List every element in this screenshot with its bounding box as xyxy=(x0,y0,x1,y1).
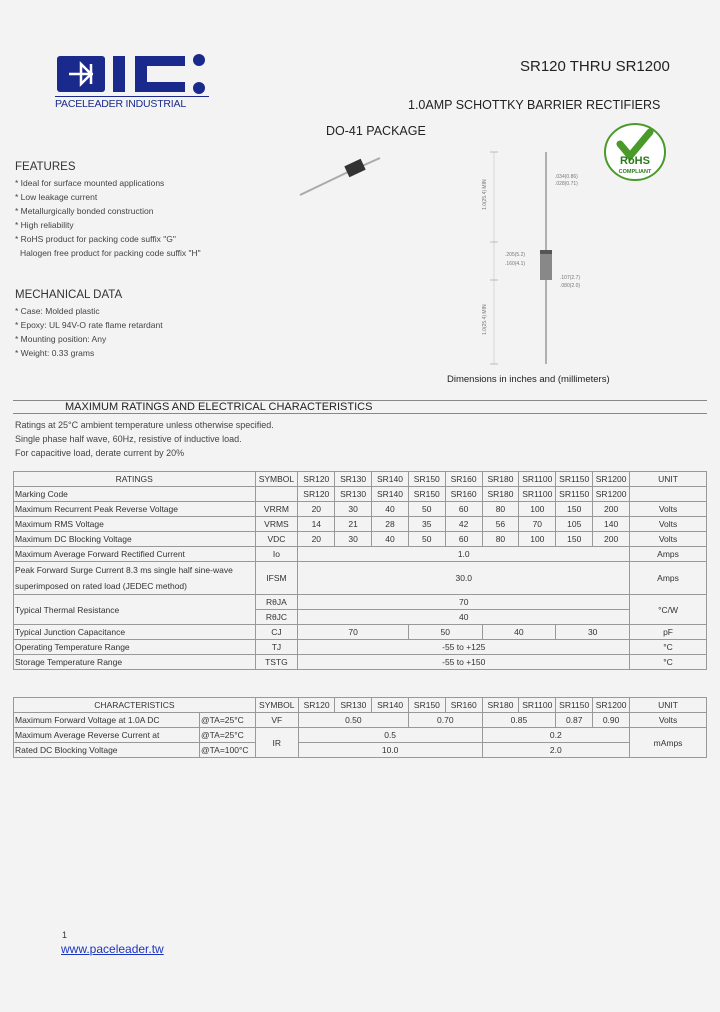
rohs-badge-icon xyxy=(602,122,668,182)
marking-code: SR1100 xyxy=(519,487,556,502)
value-cell: 56 xyxy=(482,517,519,532)
condition-cell: @TA=100°C xyxy=(199,743,255,758)
model-header: SR180 xyxy=(482,698,519,713)
unit-header: UNIT xyxy=(630,472,707,487)
model-header: SR1100 xyxy=(519,472,556,487)
value-cell: 200 xyxy=(593,532,630,547)
table-row xyxy=(14,728,707,743)
note-line: Ratings at 25°C ambient temperature unless otherwise specified. xyxy=(15,420,274,430)
marking-code: SR130 xyxy=(335,487,372,502)
symbol-cell: RθJC xyxy=(255,610,298,625)
value-cell: 28 xyxy=(372,517,409,532)
value-cell: 70 xyxy=(298,595,630,610)
dim-dia-max: .107(2.7) xyxy=(560,275,581,281)
mechanical-list xyxy=(15,304,163,360)
model-header: SR120 xyxy=(298,698,335,713)
row-label: Maximum Recurrent Peak Reverse Voltage xyxy=(14,502,256,517)
unit-header: UNIT xyxy=(630,698,707,713)
model-header: SR150 xyxy=(408,472,445,487)
symbol-cell: CJ xyxy=(255,625,298,640)
row-label: Rated DC Blocking Voltage xyxy=(14,743,200,758)
feature-item: * RoHS product for packing code suffix "G" xyxy=(15,234,176,244)
marking-code: SR160 xyxy=(445,487,482,502)
value-cell: 50 xyxy=(408,625,482,640)
mechanical-item: * Mounting position: Any xyxy=(15,334,107,344)
condition-cell: @TA=25°C xyxy=(199,713,255,728)
value-cell: 70 xyxy=(298,625,408,640)
dim-body-min: .160(4.1) xyxy=(505,261,526,267)
ratings-notes xyxy=(15,418,274,460)
table-row xyxy=(14,713,707,728)
condition-cell: @TA=25°C xyxy=(199,728,255,743)
symbol-cell: TSTG xyxy=(255,655,298,670)
dim-lead-min: .028(0.71) xyxy=(555,181,578,187)
marking-code: SR140 xyxy=(372,487,409,502)
value-cell: 200 xyxy=(593,502,630,517)
dimensions-caption: Dimensions in inches and (millimeters) xyxy=(447,374,610,385)
unit-cell: Amps xyxy=(630,547,707,562)
model-header: SR180 xyxy=(482,472,519,487)
row-label: Maximum Average Forward Rectified Current xyxy=(14,547,256,562)
note-line: For capacitive load, derate current by 20% xyxy=(15,448,185,458)
row-label: Maximum RMS Voltage xyxy=(14,517,256,532)
symbol-cell: IR xyxy=(255,728,298,758)
dim-body-max: .205(5.2) xyxy=(505,252,526,258)
model-header: SR1150 xyxy=(556,472,593,487)
value-cell: 0.50 xyxy=(298,713,408,728)
mechanical-item: * Weight: 0.33 grams xyxy=(15,348,95,358)
value-cell: 80 xyxy=(482,532,519,547)
row-label xyxy=(14,562,256,595)
mechanical-item: * Case: Molded plastic xyxy=(15,306,100,316)
value-cell: 150 xyxy=(556,502,593,517)
marking-code: SR180 xyxy=(482,487,519,502)
symbol-cell: IFSM xyxy=(255,562,298,595)
package-label: DO-41 PACKAGE xyxy=(326,124,426,138)
row-label-line: superimposed on rated load (JEDEC method) xyxy=(15,581,187,591)
row-label: Maximum Average Reverse Current at xyxy=(14,728,200,743)
symbol-cell: TJ xyxy=(255,640,298,655)
value-cell: 30 xyxy=(335,532,372,547)
characteristics-table xyxy=(13,697,707,758)
table-row xyxy=(14,655,707,670)
symbol-cell: VRRM xyxy=(255,502,298,517)
row-label: Typical Thermal Resistance xyxy=(14,595,256,625)
value-cell: 30 xyxy=(556,625,630,640)
table-row xyxy=(14,595,707,610)
rohs-title: RoHS xyxy=(620,155,650,167)
table-row xyxy=(14,472,707,487)
row-label: Operating Temperature Range xyxy=(14,640,256,655)
value-cell: 100 xyxy=(519,502,556,517)
model-header: SR160 xyxy=(445,698,482,713)
website-link[interactable]: www.paceleader.tw xyxy=(61,942,164,956)
symbol-header: SYMBOL xyxy=(255,472,298,487)
model-header: SR1100 xyxy=(519,698,556,713)
value-cell: 14 xyxy=(298,517,335,532)
symbol-header: SYMBOL xyxy=(255,698,298,713)
value-cell: 21 xyxy=(335,517,372,532)
value-cell: 40 xyxy=(482,625,556,640)
row-label: Typical Junction Capacitance xyxy=(14,625,256,640)
model-header: SR160 xyxy=(445,472,482,487)
unit-cell: Volts xyxy=(630,502,707,517)
characteristics-header: CHARACTERISTICS xyxy=(14,698,256,713)
value-cell: 150 xyxy=(556,532,593,547)
feature-item: * Low leakage current xyxy=(15,192,98,202)
value-cell: 0.70 xyxy=(409,713,483,728)
unit-cell: Amps xyxy=(630,562,707,595)
lead-length-top: 1.0(25.4) MIN xyxy=(482,179,488,210)
page-title: SR120 THRU SR1200 xyxy=(520,58,670,75)
symbol-cell: VDC xyxy=(255,532,298,547)
unit-cell: °C xyxy=(630,655,707,670)
ratings-table xyxy=(13,471,707,670)
model-header: SR120 xyxy=(298,472,335,487)
value-cell: 10.0 xyxy=(298,743,482,758)
table-row xyxy=(14,517,707,532)
value-cell: 1.0 xyxy=(298,547,630,562)
value-cell: -55 to +125 xyxy=(298,640,630,655)
table-row xyxy=(14,547,707,562)
table-row xyxy=(14,502,707,517)
model-header: SR140 xyxy=(372,698,409,713)
model-header: SR1200 xyxy=(593,698,630,713)
row-label: Storage Temperature Range xyxy=(14,655,256,670)
page-number: 1 xyxy=(62,930,68,940)
value-cell: -55 to +150 xyxy=(298,655,630,670)
row-label-line: Peak Forward Surge Current 8.3 ms single half sine-wave xyxy=(15,565,233,575)
table-row xyxy=(14,487,707,502)
note-line: Single phase half wave, 60Hz, resistive of inductive load. xyxy=(15,434,242,444)
model-header: SR140 xyxy=(372,472,409,487)
company-name: PACELEADER INDUSTRIAL xyxy=(55,96,209,110)
unit-cell: mAmps xyxy=(630,728,707,758)
value-cell: 2.0 xyxy=(482,743,629,758)
marking-code: SR1200 xyxy=(593,487,630,502)
unit-cell: Volts xyxy=(630,713,707,728)
marking-code: SR150 xyxy=(408,487,445,502)
value-cell: 50 xyxy=(408,532,445,547)
feature-item: * Ideal for surface mounted applications xyxy=(15,178,165,188)
symbol-cell: VF xyxy=(255,713,298,728)
ratings-header: RATINGS xyxy=(14,472,256,487)
value-cell: 0.5 xyxy=(298,728,482,743)
unit-cell: Volts xyxy=(630,532,707,547)
value-cell: 100 xyxy=(519,532,556,547)
feature-item: Halogen free product for packing code suffix "H" xyxy=(20,248,201,258)
model-header: SR130 xyxy=(335,472,372,487)
unit-cell: pF xyxy=(630,625,707,640)
table-row xyxy=(14,698,707,713)
model-header: SR1200 xyxy=(593,472,630,487)
table-row xyxy=(14,625,707,640)
value-cell: 30.0 xyxy=(298,562,630,595)
symbol-cell: Io xyxy=(255,547,298,562)
value-cell: 50 xyxy=(408,502,445,517)
value-cell: 20 xyxy=(298,532,335,547)
page-subtitle: 1.0AMP SCHOTTKY BARRIER RECTIFIERS xyxy=(408,98,661,112)
marking-code: SR1150 xyxy=(556,487,593,502)
value-cell: 40 xyxy=(372,532,409,547)
value-cell: 40 xyxy=(298,610,630,625)
package-drawing xyxy=(280,150,600,370)
value-cell: 35 xyxy=(408,517,445,532)
unit-cell: °C/W xyxy=(630,595,707,625)
symbol-cell: VRMS xyxy=(255,517,298,532)
value-cell: 30 xyxy=(335,502,372,517)
value-cell: 0.87 xyxy=(556,713,593,728)
value-cell: 105 xyxy=(556,517,593,532)
mechanical-item: * Epoxy: UL 94V-O rate flame retardant xyxy=(15,320,163,330)
model-header: SR1150 xyxy=(556,698,593,713)
marking-code: SR120 xyxy=(298,487,335,502)
unit-cell: °C xyxy=(630,640,707,655)
dim-dia-min: .080(2.0) xyxy=(560,283,581,289)
table-row xyxy=(14,640,707,655)
unit-cell: Volts xyxy=(630,517,707,532)
row-label: Maximum DC Blocking Voltage xyxy=(14,532,256,547)
feature-item: * High reliability xyxy=(15,220,74,230)
value-cell: 20 xyxy=(298,502,335,517)
features-heading: FEATURES xyxy=(15,161,76,173)
lead-length-bottom: 1.0(25.4) MIN xyxy=(482,304,488,335)
dim-lead-max: .034(0.86) xyxy=(555,174,578,180)
value-cell: 60 xyxy=(445,532,482,547)
value-cell: 70 xyxy=(519,517,556,532)
rohs-compliant: COMPLIANT xyxy=(618,169,652,175)
feature-item: * Metallurgically bonded construction xyxy=(15,206,154,216)
table-row xyxy=(14,562,707,595)
features-list xyxy=(15,176,201,260)
value-cell: 40 xyxy=(372,502,409,517)
value-cell: 0.90 xyxy=(593,713,630,728)
model-header: SR130 xyxy=(335,698,372,713)
value-cell: 42 xyxy=(445,517,482,532)
model-header: SR150 xyxy=(409,698,446,713)
row-label: Marking Code xyxy=(14,487,256,502)
mechanical-heading: MECHANICAL DATA xyxy=(15,289,123,301)
value-cell: 0.2 xyxy=(482,728,629,743)
table-row xyxy=(14,532,707,547)
value-cell: 0.85 xyxy=(482,713,556,728)
symbol-cell: RθJA xyxy=(255,595,298,610)
value-cell: 60 xyxy=(445,502,482,517)
ratings-section-heading: MAXIMUM RATINGS AND ELECTRICAL CHARACTERISTICS xyxy=(13,400,707,414)
value-cell: 80 xyxy=(482,502,519,517)
table-row xyxy=(14,743,707,758)
row-label: Maximum Forward Voltage at 1.0A DC xyxy=(14,713,200,728)
value-cell: 140 xyxy=(593,517,630,532)
